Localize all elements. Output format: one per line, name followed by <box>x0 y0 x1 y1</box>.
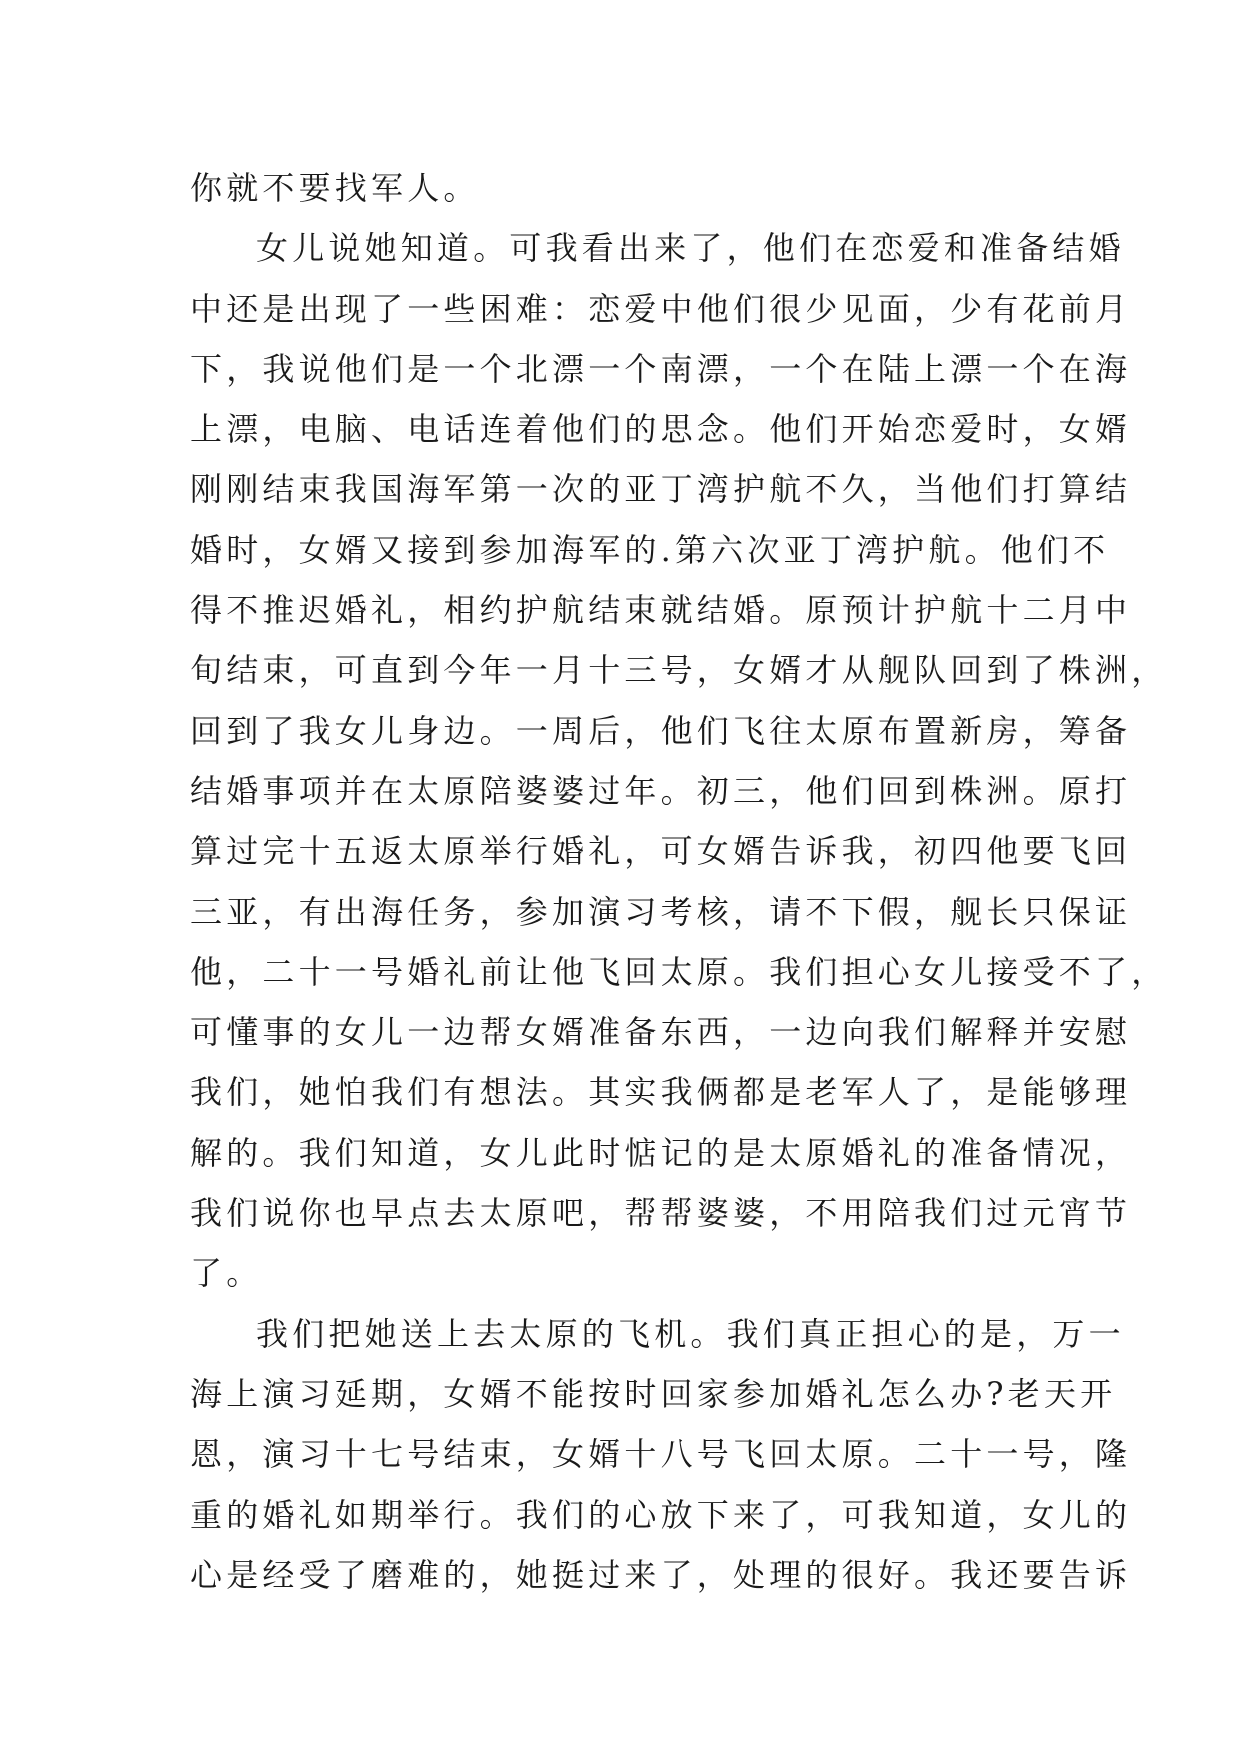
text-line: 心是经受了磨难的，她挺过来了，处理的很好。我还要告诉 <box>190 1555 1132 1594</box>
text-line: 恩，演习十七号结束，女婿十八号飞回太原。二十一号，隆 <box>190 1435 1132 1474</box>
text-line: 我们把她送上去太原的飞机。我们真正担心的是，万一 <box>256 1314 1125 1353</box>
text-line: 我们说你也早点去太原吧，帮帮婆婆，不用陪我们过元宵节 <box>190 1194 1132 1233</box>
text-line: 三亚，有出海任务，参加演习考核，请不下假，舰长只保证 <box>190 892 1132 931</box>
text-line: 了。 <box>190 1254 263 1293</box>
paragraph <box>190 158 1070 218</box>
text-line: 他，二十一号婚礼前让他飞回太原。我们担心女儿接受不了， <box>190 952 1168 991</box>
text-line: 回到了我女儿身边。一周后，他们飞往太原布置新房，筹备 <box>190 711 1132 750</box>
text-line: 海上演习延期，女婿不能按时回家参加婚礼怎么办?老天开 <box>190 1374 1117 1413</box>
text-line: 婚时，女婿又接到参加海军的.第六次亚丁湾护航。他们不 <box>190 530 1110 569</box>
text-line: 你就不要找军人。 <box>190 169 480 207</box>
text-line: 可懂事的女儿一边帮女婿准备东西，一边向我们解释并安慰 <box>190 1013 1132 1052</box>
text-line: 我们，她怕我们有想法。其实我俩都是老军人了，是能够理 <box>190 1073 1132 1112</box>
text-line: 上漂，电脑、电话连着他们的思念。他们开始恋爱时，女婿 <box>190 410 1132 449</box>
text-line: 解的。我们知道，女儿此时惦记的是太原婚礼的准备情况， <box>190 1133 1132 1172</box>
text-line: 重的婚礼如期举行。我们的心放下来了，可我知道，女儿的 <box>190 1495 1132 1534</box>
text-line: 女儿说她知道。可我看出来了，他们在恋爱和准备结婚 <box>256 229 1125 268</box>
text-line: 下，我说他们是一个北漂一个南漂，一个在陆上漂一个在海 <box>190 349 1132 388</box>
text-line: 得不推迟婚礼，相约护航结束就结婚。原预计护航十二月中 <box>190 591 1132 630</box>
text-line: 结婚事项并在太原陪婆婆过年。初三，他们回到株洲。原打 <box>190 771 1132 810</box>
paragraph <box>190 218 1168 1303</box>
body-text <box>190 158 1168 1605</box>
text-line: 刚刚结束我国海军第一次的亚丁湾护航不久，当他们打算结 <box>190 470 1132 509</box>
text-line: 旬结束，可直到今年一月十三号，女婿才从舰队回到了株洲， <box>190 651 1168 690</box>
text-line: 中还是出现了一些困难：恋爱中他们很少见面，少有花前月 <box>190 289 1132 328</box>
paragraph <box>190 1304 1132 1605</box>
text-line: 算过完十五返太原举行婚礼，可女婿告诉我，初四他要飞回 <box>190 832 1132 871</box>
